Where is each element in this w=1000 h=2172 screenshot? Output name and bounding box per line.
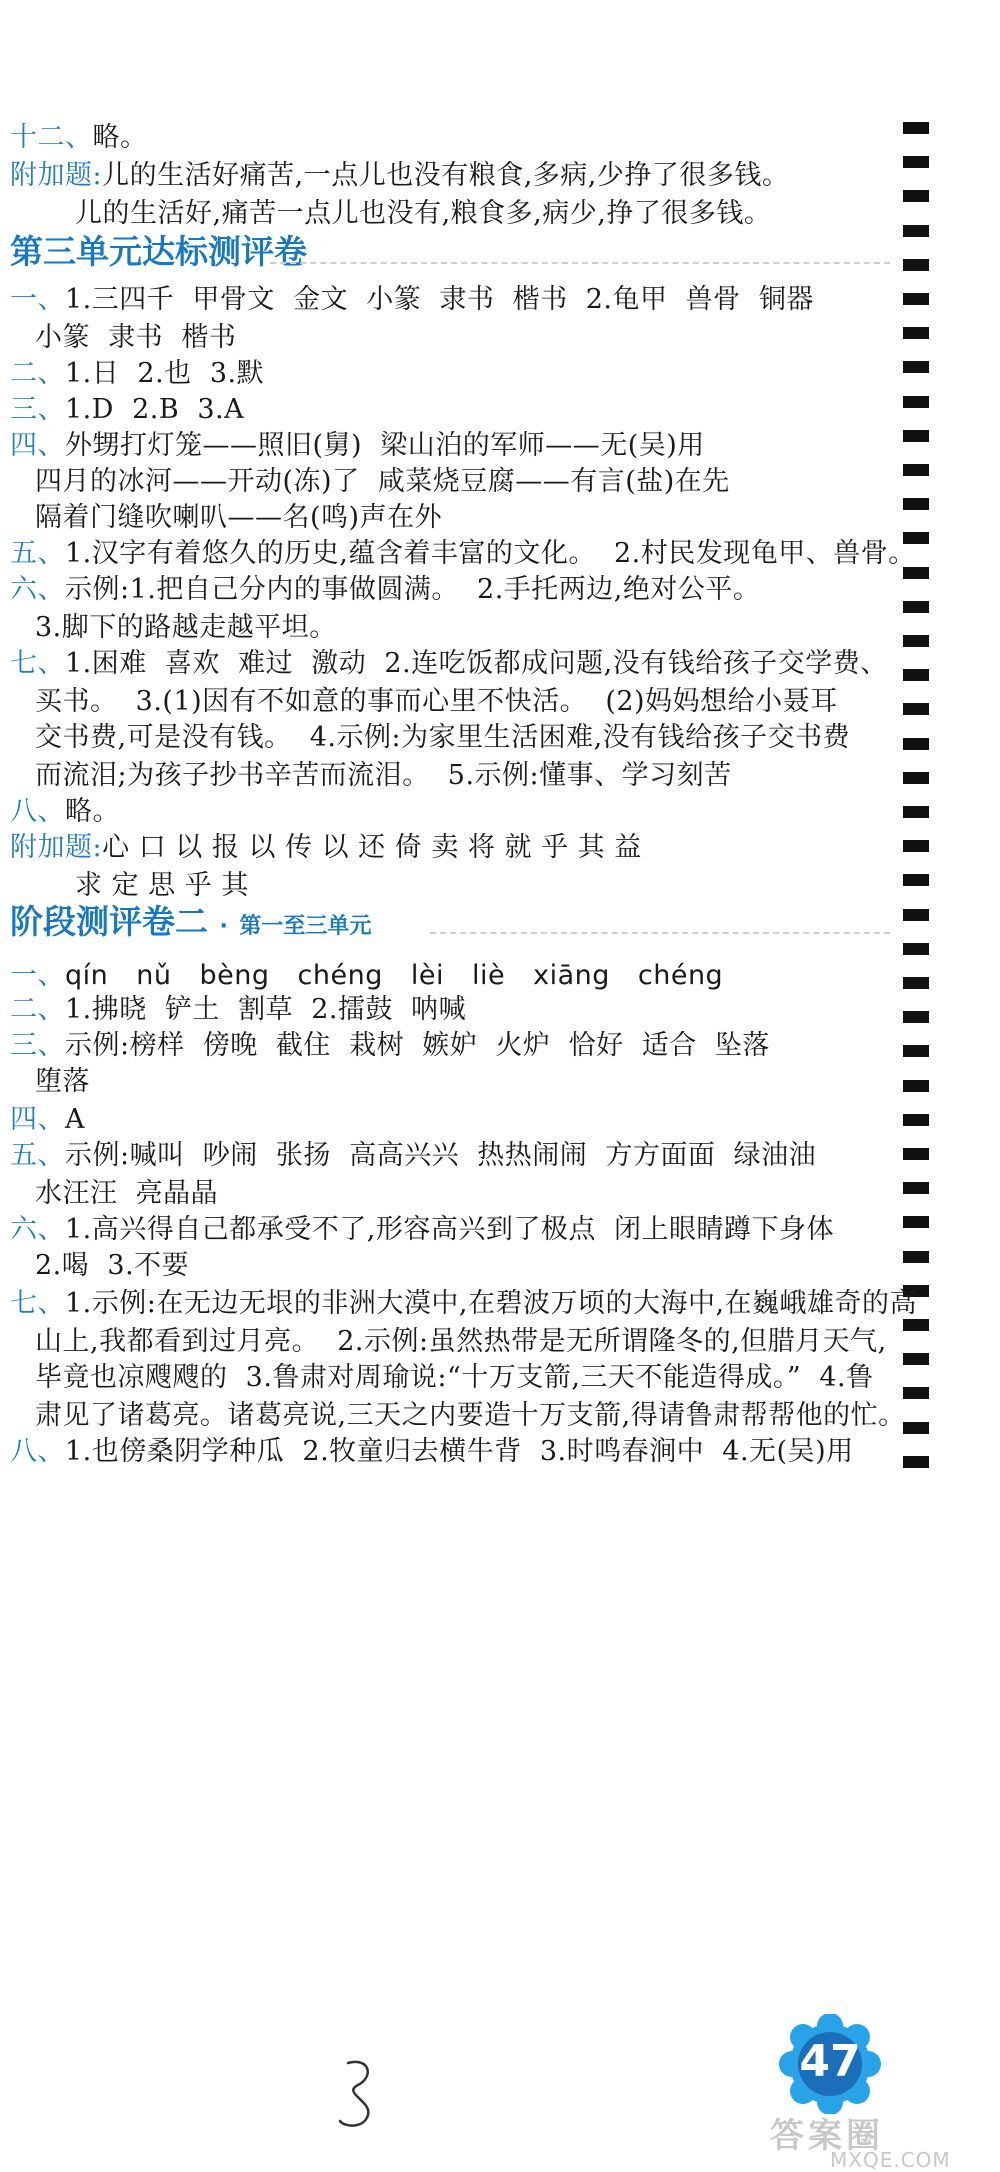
answer-line <box>35 1362 874 1394</box>
watermark-text: 答案圈 <box>770 2116 884 2156</box>
binding-mark <box>903 1319 929 1331</box>
binding-mark <box>903 1080 929 1092</box>
binding-mark <box>903 293 929 305</box>
section-title-text: 第三单元达标测评卷 <box>10 232 307 271</box>
answer-line <box>10 430 705 462</box>
site-watermark <box>770 2108 1000 2171</box>
answer-text: 肃见了诸葛亮。诸葛亮说,三天之内要造十万支箭,得请鲁肃帮帮他的忙。 <box>35 1400 906 1431</box>
question-number: 三、 <box>10 1030 65 1061</box>
answer-text: 而流泪;为孩子抄书辛苦而流泪。 5.示例:懂事、学习刻苦 <box>35 760 732 791</box>
question-number: 六、 <box>10 1214 65 1245</box>
answer-line <box>35 612 337 644</box>
binding-mark <box>903 1045 929 1057</box>
pinyin-item: qín <box>65 960 109 991</box>
question-number: 二、 <box>10 358 65 389</box>
answer-line <box>35 686 838 718</box>
answer-line <box>75 870 249 902</box>
pinyin-item: chéng <box>297 960 383 991</box>
answer-line <box>35 1066 90 1098</box>
binding-mark <box>903 396 929 408</box>
binding-mark <box>903 327 929 339</box>
section-title-stage2 <box>10 896 371 943</box>
answer-line <box>10 1288 917 1320</box>
question-number: 一、 <box>10 960 65 991</box>
answer-text: 堕落 <box>35 1066 90 1097</box>
question-number: 六、 <box>10 574 65 605</box>
answer-text: 示例:喊叫 吵闹 张扬 高高兴兴 热热闹闹 方方面面 绿油油 <box>65 1140 817 1171</box>
question-number: 四、 <box>10 1104 65 1135</box>
binding-mark <box>903 156 929 168</box>
binding-mark <box>903 498 929 510</box>
pinyin-item: liè <box>471 960 506 991</box>
question-number: 三、 <box>10 394 65 425</box>
answer-text: 1.高兴得自己都承受不了,形容高兴到了极点 闭上眼睛蹲下身体 <box>65 1214 835 1245</box>
question-number: 八、 <box>10 796 65 827</box>
answer-line <box>10 832 642 864</box>
binding-mark <box>903 259 929 271</box>
answer-line <box>35 760 732 792</box>
binding-mark <box>903 1114 929 1126</box>
page-number-badge <box>775 2014 885 2114</box>
answer-text: 小篆 隶书 楷书 <box>35 322 237 353</box>
pinyin-list <box>65 960 723 992</box>
binding-mark <box>903 1387 929 1399</box>
answer-text: 1.汉字有着悠久的历史,蕴含着丰富的文化。 2.村民发现龟甲、兽骨。 <box>65 538 916 569</box>
question-number: 八、 <box>10 1436 65 1467</box>
answer-text: 买书。 3.(1)因有不如意的事而心里不快活。 (2)妈妈想给小聂耳 <box>35 686 838 717</box>
answer-line <box>35 322 236 354</box>
section-subtitle: 第一至三单元 <box>239 914 372 939</box>
binding-mark <box>903 1353 929 1365</box>
binding-mark <box>903 1148 929 1160</box>
watermark-url: MXQE.COM <box>830 2148 951 2172</box>
answer-line <box>10 994 466 1026</box>
pinyin-item: nǔ <box>136 960 172 991</box>
binding-mark <box>903 1422 929 1434</box>
binding-mark <box>903 464 929 476</box>
answer-text: 心 口 以 报 以 传 以 还 倚 卖 将 就 乎 其 益 <box>102 832 642 863</box>
answer-line <box>10 796 120 828</box>
binding-mark <box>903 772 929 784</box>
answer-line <box>10 1030 770 1062</box>
binding-mark <box>903 909 929 921</box>
answer-line <box>10 358 264 390</box>
section-title-text: 阶段测评卷二 <box>10 902 208 941</box>
answer-line <box>10 1140 816 1172</box>
section-divider <box>270 262 890 264</box>
section-title-unit3 <box>10 226 307 273</box>
answer-line <box>10 1214 834 1246</box>
answer-line <box>10 1104 85 1136</box>
binding-mark <box>903 874 929 886</box>
binding-mark <box>903 806 929 818</box>
question-number: 十二、 <box>10 122 93 153</box>
binding-mark <box>903 703 929 715</box>
answer-line <box>35 722 850 754</box>
question-number: 一、 <box>10 284 65 315</box>
answer-text: 山上,我都看到过月亮。 2.示例:虽然热带是无所谓隆冬的,但腊月天气, <box>35 1326 887 1357</box>
question-number: 五、 <box>10 1140 65 1171</box>
binding-mark <box>903 669 929 681</box>
answer-text: 示例:榜样 傍晚 截住 栽树 嫉妒 火炉 恰好 适合 坠落 <box>65 1030 770 1061</box>
answer-text: 外甥打灯笼——照旧(舅) 梁山泊的军师——无(吴)用 <box>65 430 705 461</box>
binding-mark <box>903 1182 929 1194</box>
pinyin-answer-line <box>10 960 723 992</box>
answer-text: 1.D 2.B 3.A <box>65 394 245 425</box>
answer-text: 2.喝 3.不要 <box>35 1250 190 1281</box>
answer-text: 1.也傍桑阴学种瓜 2.牧童归去横牛背 3.时鸣春涧中 4.无(吴)用 <box>65 1436 854 1467</box>
answer-text: 毕竟也凉飕飕的 3.鲁肃对周瑜说:“十万支箭,三天不能造得成。” 4.鲁 <box>35 1362 874 1393</box>
answer-text: 1.示例:在无边无垠的非洲大漠中,在碧波万顷的大海中,在巍峨雄奇的高 <box>65 1288 918 1319</box>
binding-mark <box>903 1456 929 1468</box>
binding-mark <box>903 1011 929 1023</box>
pinyin-item: xiāng <box>533 960 610 991</box>
answer-text: 隔着门缝吹喇叭——名(鸣)声在外 <box>35 502 443 533</box>
answer-line <box>75 198 771 230</box>
answer-line <box>35 1178 218 1210</box>
binding-mark <box>903 225 929 237</box>
question-number: 二、 <box>10 994 65 1025</box>
binding-mark <box>903 601 929 613</box>
answer-text: A <box>65 1104 85 1135</box>
answer-text: 略。 <box>92 122 148 153</box>
answer-line <box>10 538 916 570</box>
answer-text: 1.拂晓 铲土 割草 2.擂鼓 呐喊 <box>65 994 467 1025</box>
answer-line <box>10 1436 854 1468</box>
answer-line <box>10 648 888 680</box>
answer-text: 交书费,可是没有钱。 4.示例:为家里生活困难,没有钱给孩子交书费 <box>35 722 851 753</box>
answer-line <box>10 284 814 316</box>
binding-mark <box>903 943 929 955</box>
answer-text: 1.日 2.也 3.默 <box>65 358 265 389</box>
question-number: 七、 <box>10 1288 65 1319</box>
binding-mark <box>903 977 929 989</box>
binding-mark <box>903 361 929 373</box>
question-number: 附加题: <box>10 160 103 191</box>
pinyin-item: lèi <box>410 960 444 991</box>
binding-mark <box>903 122 929 134</box>
answer-text: 四月的冰河——开动(冻)了 咸菜烧豆腐——有言(盐)在先 <box>35 466 730 497</box>
section-divider <box>430 932 890 934</box>
binding-strip <box>903 0 933 2171</box>
answer-text: 3.脚下的路越走越平坦。 <box>35 612 337 643</box>
answer-line <box>35 1326 887 1358</box>
question-number: 七、 <box>10 648 65 679</box>
answer-line <box>35 1400 906 1432</box>
answer-text: 儿的生活好,痛苦一点儿也没有,粮食多,病少,挣了很多钱。 <box>75 198 772 229</box>
binding-mark <box>903 635 929 647</box>
answer-line <box>10 160 789 192</box>
binding-mark <box>903 840 929 852</box>
binding-mark <box>903 1216 929 1228</box>
binding-mark <box>903 738 929 750</box>
answer-text: 略。 <box>65 796 120 827</box>
binding-mark <box>903 430 929 442</box>
question-number: 附加题: <box>10 832 103 863</box>
answer-text: 水汪汪 亮晶晶 <box>35 1178 219 1209</box>
answer-line <box>35 1250 189 1282</box>
answer-line <box>35 502 442 534</box>
answer-text: 1.困难 喜欢 难过 激动 2.连吃饭都成问题,没有钱给孩子交学费、 <box>65 648 888 679</box>
answer-text: 示例:1.把自己分内的事做圆满。 2.手托两边,绝对公平。 <box>65 574 761 605</box>
page-number: 47 <box>799 2036 861 2087</box>
answer-text: 儿的生活好痛苦,一点儿也没有粮食,多病,少挣了很多钱。 <box>102 160 790 191</box>
question-number: 四、 <box>10 430 65 461</box>
handwritten-scribble <box>330 2055 390 2135</box>
binding-mark <box>903 1251 929 1263</box>
answer-line <box>10 574 760 606</box>
question-number: 五、 <box>10 538 65 569</box>
answer-line <box>10 394 244 426</box>
title-dot: · <box>219 914 228 939</box>
answer-line <box>35 466 730 498</box>
pinyin-item: bèng <box>199 960 270 991</box>
binding-mark <box>903 190 929 202</box>
answer-line <box>10 122 148 154</box>
answer-text: 1.三四千 甲骨文 金文 小篆 隶书 楷书 2.龟甲 兽骨 铜器 <box>65 284 814 315</box>
answer-text: 求 定 思 乎 其 <box>75 870 249 901</box>
pinyin-item: chéng <box>637 960 724 991</box>
